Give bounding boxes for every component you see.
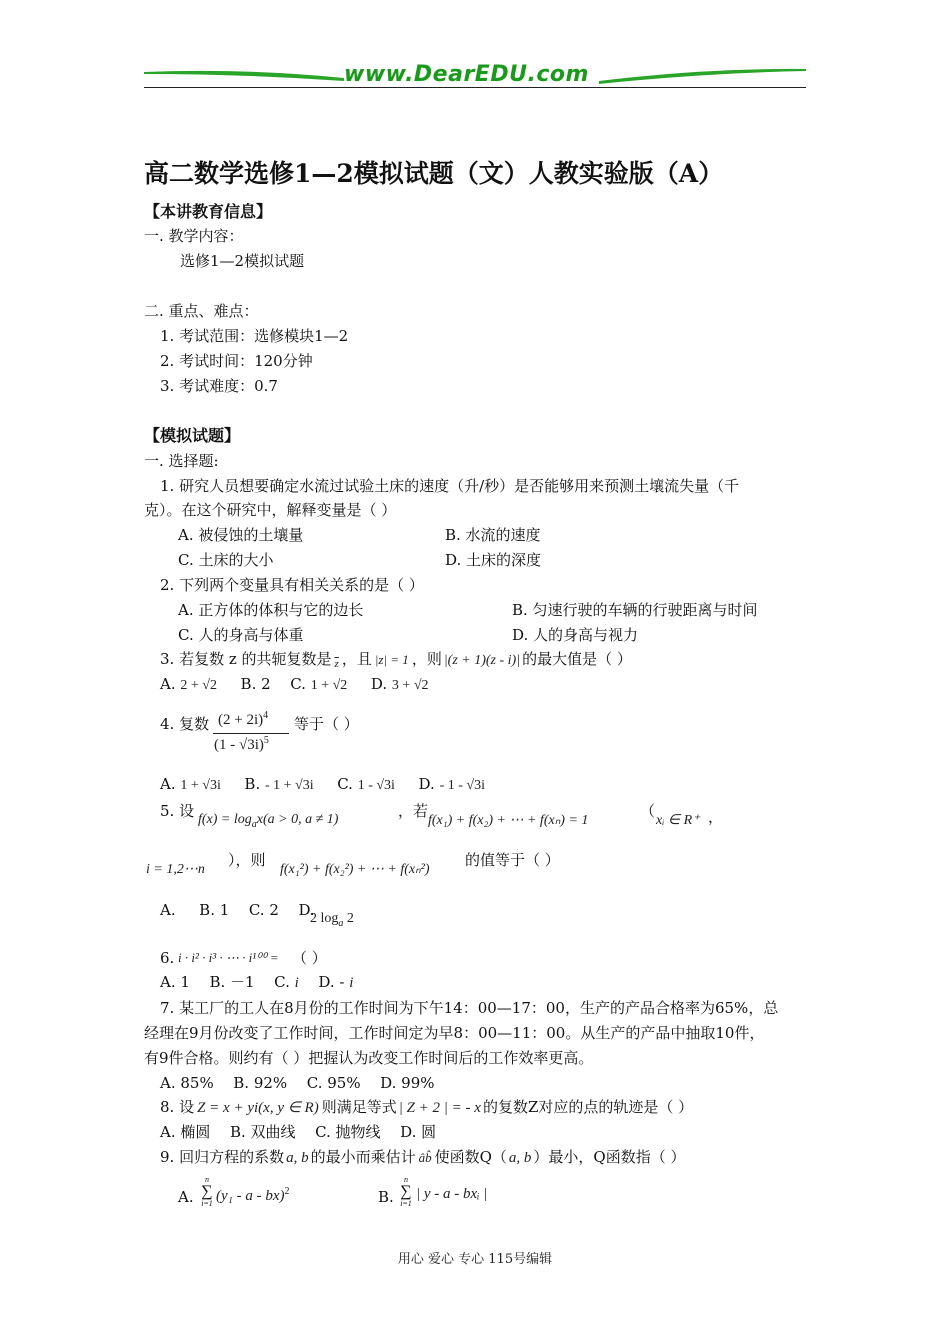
q5-func-expr: f(x) = log xyxy=(198,812,252,827)
q9-option-a-label: A. xyxy=(178,1188,194,1206)
q9-option-b-label: B. xyxy=(378,1188,394,1206)
q1-stem-line1: 1. 研究人员想要确定水流过试验土床的速度（升/秒）是否能够用来预测土壤流失量（千 xyxy=(160,477,740,495)
q9-option-a-sigma xyxy=(200,1176,214,1208)
q8-def: Z = x + yi(x, y ∈ R) xyxy=(197,1100,319,1116)
q8-eq: | Z + 2 | = - x xyxy=(398,1100,481,1116)
q1-option-b: B. 水流的速度 xyxy=(445,526,541,544)
q8-tail: 的复数Z对应的点的轨迹是（ ） xyxy=(482,1098,694,1116)
q9-stem xyxy=(160,1147,686,1168)
q6-lead: 6. xyxy=(160,949,175,967)
q5-option-d-tail: 2 xyxy=(343,911,354,926)
q6-expr: i · i² · i³ · ⋯ · i¹⁰⁰ = xyxy=(178,950,279,965)
q2-option-d: D. 人的身高与视力 xyxy=(512,626,639,644)
q9-est: âb̂ xyxy=(418,1150,432,1165)
q9-option-b-math: | y - a - bxᵢ | xyxy=(416,1186,488,1202)
q5-lead: 5. 设 xyxy=(160,802,195,820)
q3-cond-math: |z| = 1 xyxy=(374,652,409,667)
q5-sum: f(x₁) + f(x₂) + ⋯ + f(xₙ) = 1 xyxy=(428,813,589,828)
q4-denominator-exp: 5 xyxy=(263,735,269,746)
q3-option-a-label: A. xyxy=(160,675,176,693)
q8-mid: 则满足等式 xyxy=(321,1098,397,1116)
q4-numerator-exp: 4 xyxy=(263,710,269,721)
q6-option-d-label: D. - xyxy=(318,973,345,991)
q7-line2: 经理在9月份改变了工作时间，工作时间定为早8：00—11：00。从生产的产品中抽取10件， xyxy=(144,1024,765,1042)
q6-option-c-math: i xyxy=(294,975,299,991)
q5-sum2: f(x₁²) + f(x₂²) + ⋯ + f(xₙ²) xyxy=(280,862,430,877)
q2-stem: 2. 下列两个变量具有相关关系的是（ ） xyxy=(160,576,424,594)
q4-option-d-math: - 1 - √3i xyxy=(439,778,485,793)
q9-coef: a, b xyxy=(286,1150,309,1166)
q8-stem xyxy=(160,1097,693,1118)
q4-numerator xyxy=(218,710,268,729)
q9-option-a-expr: (y₁ - a - bx) xyxy=(216,1188,285,1204)
q3-stem-b: ，且 xyxy=(341,650,372,668)
q9-mid1: 的最小而乘估计 xyxy=(310,1148,416,1166)
q4-stem-a: 4. 复数 xyxy=(160,715,210,733)
sigma-icon: ∑ xyxy=(400,1183,412,1200)
content-heading: 一. 教学内容： xyxy=(144,227,244,245)
q7-line1: 7. 某工厂的工人在8月份的工作时间为下午14：00—17：00，生产的产品合格率为65%，总 xyxy=(160,999,779,1017)
q9-lead: 9. 回归方程的系数 xyxy=(160,1148,285,1166)
q9-option-b-sigma-bot: i=1 xyxy=(400,1199,412,1208)
q8-option-d: D. 圆 xyxy=(400,1123,437,1141)
q8-option-b: B. 双曲线 xyxy=(229,1123,296,1141)
q5-option-d-sub: a xyxy=(338,917,344,929)
q8-lead: 8. 设 xyxy=(160,1098,195,1116)
sigma-icon: ∑ xyxy=(201,1183,213,1200)
q3-option-a-math: 2 + √2 xyxy=(180,678,217,693)
q6-option-c-label: C. xyxy=(274,973,290,991)
q2-option-a: A. 正方体的体积与它的边长 xyxy=(178,601,364,619)
q4-fraction-bar xyxy=(213,733,289,734)
q9-option-a-sigma-top: n xyxy=(205,1175,209,1184)
q3-option-c-label: C. xyxy=(290,675,306,693)
q5-func-tail: x(a > 0, a ≠ 1) xyxy=(256,812,339,827)
q4-option-c-math: 1 - √3i xyxy=(357,778,395,793)
q7-option-c: C. 95% xyxy=(306,1074,361,1092)
q5-option-d-expr: 2 log xyxy=(310,911,339,926)
page-footer: 用心 爱心 专心 115号编辑 xyxy=(397,1252,553,1267)
q1-option-d: D. 土床的深度 xyxy=(445,551,542,569)
q3-stem-d: 的最大值是（ ） xyxy=(522,650,632,668)
q1-option-a: A. 被侵蚀的土壤量 xyxy=(178,526,304,544)
q1-option-c: C. 土床的大小 xyxy=(178,551,274,569)
q9-mid2: 使函数Q（ xyxy=(434,1148,507,1166)
q3-stem-a: 3. 若复数 z 的共轭复数是 xyxy=(160,650,332,668)
q3-option-c-math: 1 + √2 xyxy=(310,678,348,693)
q5-option-d-math xyxy=(310,911,354,929)
q8-option-c: C. 抛物线 xyxy=(315,1123,381,1141)
q5-tail: 的值等于（ ） xyxy=(465,851,560,869)
q4-numerator-expr: (2 + 2i) xyxy=(218,712,264,728)
focus-item: 3. 考试难度：0.7 xyxy=(160,377,278,395)
q3-options xyxy=(160,674,429,696)
q7-line3: 有9件合格。则约有（ ）把握认为改变工作时间后的工作效率更高。 xyxy=(144,1049,594,1067)
q4-option-b-math: - 1 + √3i xyxy=(265,778,314,793)
q6-option-a: A. 1 xyxy=(160,973,190,991)
q6-options xyxy=(160,972,353,993)
q5-cond: xᵢ ∈ R⁺ xyxy=(656,813,700,828)
q3-stem-c: ，则 xyxy=(411,650,442,668)
q3-stem xyxy=(160,649,632,674)
q4-option-a-math: 1 + √3i xyxy=(180,778,221,793)
q5-func-sub: a xyxy=(251,818,257,830)
q5-index: i = 1,2⋯n xyxy=(146,862,205,877)
q5-options xyxy=(160,900,315,920)
info-heading: 【本讲教育信息】 xyxy=(144,202,273,221)
q9-option-a-math xyxy=(216,1186,290,1205)
q5-comma: ， xyxy=(708,808,724,826)
q5-option-a: A. xyxy=(160,901,176,919)
header-rule xyxy=(144,87,806,88)
q2-option-c: C. 人的身高与体重 xyxy=(178,626,304,644)
q7-option-d: D. 99% xyxy=(380,1074,435,1092)
q5-option-d: D. xyxy=(298,901,315,919)
q4-denominator xyxy=(214,735,269,754)
q9-option-a-sigma-bot: i=1 xyxy=(201,1199,213,1208)
q6-tail: （ ） xyxy=(292,949,327,967)
exam-heading: 【模拟试题】 xyxy=(144,426,241,445)
q5-option-c: C. 2 xyxy=(248,901,279,919)
q9-args: a, b xyxy=(508,1150,532,1166)
q7-option-b: B. 92% xyxy=(233,1074,288,1092)
q6-option-d-math: i xyxy=(349,975,354,991)
q5-option-b: B. 1 xyxy=(199,901,230,919)
logo-text: www.DearEDU.com xyxy=(344,62,589,87)
q4-option-a-label: A. xyxy=(160,775,176,793)
q6-option-b: B. －1 xyxy=(209,973,255,991)
content-text: 选修1—2模拟试题 xyxy=(180,252,305,270)
q5-func xyxy=(198,812,338,830)
q9-tail: ）最小，Q函数指（ ） xyxy=(533,1148,686,1166)
q4-options xyxy=(160,774,485,796)
q5-paren: （ xyxy=(640,802,656,820)
focus-item: 2. 考试时间：120分钟 xyxy=(160,352,313,370)
q3-option-d-label: D. xyxy=(370,675,388,693)
q2-option-b: B. 匀速行驶的车辆的行驶距离与时间 xyxy=(512,601,758,619)
q9-option-a-exp: 2 xyxy=(284,1186,290,1197)
q4-option-b-label: B. xyxy=(244,775,261,793)
q9-option-b-sigma xyxy=(399,1176,413,1208)
q9-option-b-sigma-top: n xyxy=(404,1175,408,1184)
q8-options xyxy=(160,1122,436,1142)
q8-option-a: A. 椭圆 xyxy=(160,1123,211,1141)
q5-close: ），则 xyxy=(228,851,266,869)
q7-option-a: A. 85% xyxy=(160,1074,214,1092)
q4-denominator-expr: (1 - √3i) xyxy=(214,737,264,753)
q4-stem-b: 等于（ ） xyxy=(294,715,359,733)
q4-option-c-label: C. xyxy=(337,775,353,793)
focus-item: 1. 考试范围：选修模块1—2 xyxy=(160,327,349,345)
q4-option-d-label: D. xyxy=(418,775,435,793)
q3-expr-math: |(z + 1)(z - i)| xyxy=(443,653,521,668)
focus-heading: 二. 重点、难点： xyxy=(144,302,259,320)
q3-option-d-math: 3 + √2 xyxy=(391,678,429,693)
q3-option-b: B. 2 xyxy=(240,675,271,693)
q7-options xyxy=(160,1073,435,1093)
q1-stem-line2: 克）。在这个研究中，解释变量是（ ） xyxy=(144,501,397,519)
page-title: 高二数学选修1—2模拟试题（文）人教实验版（A） xyxy=(144,159,724,188)
q5-mid: ，若 xyxy=(398,802,429,820)
q3-zbar: z xyxy=(334,658,339,670)
choice-heading: 一. 选择题: xyxy=(144,452,219,470)
